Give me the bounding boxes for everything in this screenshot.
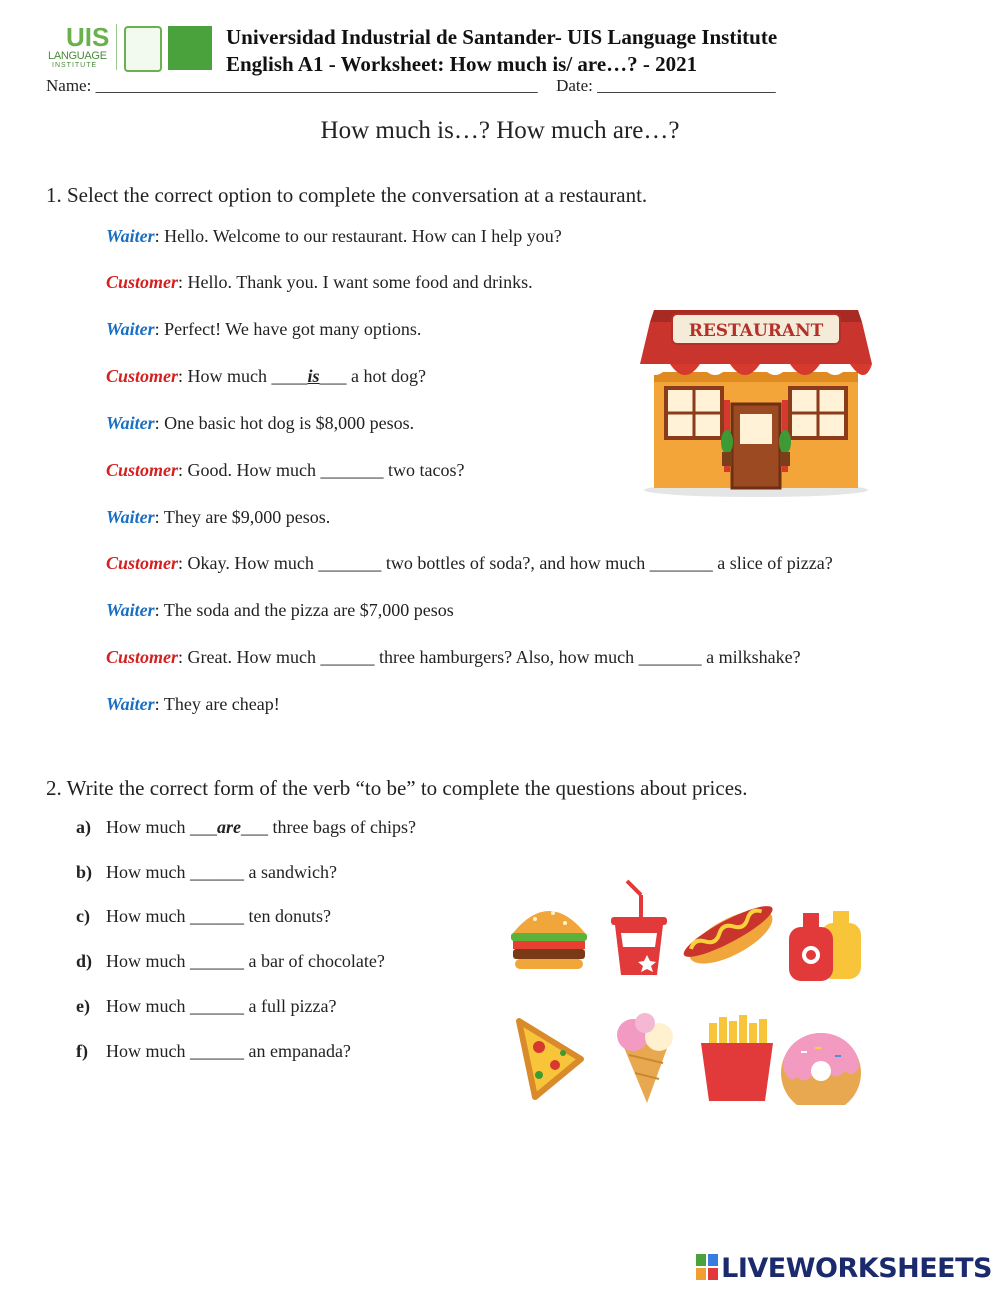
donut-icon: [781, 1033, 861, 1105]
uis-logo: [46, 22, 218, 74]
dialogue-text[interactable]: : One basic hot dog is $8,000 pesos.: [154, 413, 415, 433]
name-date-row: [46, 76, 776, 96]
uis-logo-sub2: INSTITUTE: [52, 62, 98, 69]
ice-cream-icon: [617, 1013, 673, 1103]
burger-icon: [511, 911, 587, 969]
dialogue-line: [106, 600, 454, 621]
item-label: b): [76, 862, 93, 882]
dialogue-text[interactable]: : Great. How much ______ three hamburgers? Also, how much _______ a milkshake?: [178, 647, 801, 667]
item-label: d): [76, 951, 93, 971]
page-title: How much is…? How much are…?: [320, 117, 680, 144]
speaker-label: Waiter: [106, 694, 155, 714]
liveworksheets-icon: [696, 1254, 718, 1280]
speaker-label: Customer: [106, 366, 179, 386]
dialogue-text[interactable]: : How much ____: [178, 366, 308, 386]
question-text[interactable]: How much ______ ten donuts?: [106, 906, 331, 926]
question-item: [76, 1041, 351, 1062]
date-label: Date:: [556, 76, 593, 95]
dialogue-line: [106, 694, 280, 715]
uis-logo-text: UIS: [66, 22, 110, 52]
dialogue-text[interactable]: : Hello. Welcome to our restaurant. How can I help you?: [154, 226, 562, 246]
speaker-label: Customer: [106, 647, 179, 667]
dialogue-line: [106, 226, 562, 247]
dialogue-text[interactable]: : Perfect! We have got many options.: [154, 319, 422, 339]
speaker-label: Customer: [106, 272, 179, 292]
header-title-line1: Universidad Industrial de Santander- UIS Language Institute: [226, 25, 778, 49]
dialogue-line: [106, 553, 833, 574]
dialogue-line: [106, 647, 801, 668]
ketchup-mustard-icon: [789, 911, 861, 981]
speaker-label: Waiter: [106, 600, 155, 620]
speaker-label: Customer: [106, 460, 179, 480]
hot-dog-icon: [678, 897, 783, 976]
question-item: [76, 951, 385, 972]
dialogue-line: [106, 460, 465, 481]
dialogue-line: [106, 272, 533, 293]
question-text[interactable]: How much ______ a sandwich?: [106, 862, 337, 882]
item-label: e): [76, 996, 90, 1016]
question-item: [76, 996, 336, 1017]
answer-example: is: [307, 366, 320, 386]
dialogue-text[interactable]: : They are $9,000 pesos.: [154, 507, 331, 527]
dialogue-text[interactable]: : They are cheap!: [154, 694, 280, 714]
question-text[interactable]: How much ______ an empanada?: [106, 1041, 351, 1061]
pizza-slice-icon: [519, 1021, 581, 1097]
section2-instruction: 2. Write the correct form of the verb “to be” to complete the questions about prices.: [46, 776, 748, 800]
uis-green-badge-icon: [168, 26, 212, 70]
uis-seal-icon: [124, 26, 162, 72]
dialogue-text-post: ___ a hot dog?: [319, 366, 427, 386]
french-fries-icon: [701, 1015, 773, 1101]
question-item: [76, 862, 337, 883]
name-label: Name:: [46, 76, 92, 95]
dialogue-line: [106, 319, 421, 340]
question-text[interactable]: How much ___: [106, 817, 217, 837]
dialogue-line: [106, 507, 330, 528]
question-text-post: ___ three bags of chips?: [241, 817, 416, 837]
section1-instruction: 1. Select the correct option to complete the conversation at a restaurant.: [46, 183, 648, 207]
question-text[interactable]: How much ______ a bar of chocolate?: [106, 951, 385, 971]
dialogue-text[interactable]: : Okay. How much _______ two bottles of soda?, and how much _______ a slice of pizza?: [178, 553, 833, 573]
uis-logo-sub: LANGUAGE: [48, 50, 107, 62]
question-text[interactable]: How much ______ a full pizza?: [106, 996, 337, 1016]
speaker-label: Waiter: [106, 319, 155, 339]
soda-cup-icon: [611, 881, 667, 975]
header-title-line2: English A1 - Worksheet: How much is/ are…? - 2021: [226, 52, 698, 76]
liveworksheets-logo[interactable]: [696, 1253, 992, 1284]
item-label: c): [76, 906, 90, 926]
date-field[interactable]: _____________________: [597, 76, 776, 95]
speaker-label: Waiter: [106, 226, 155, 246]
food-icons-illustration: [505, 875, 870, 1105]
speaker-label: Waiter: [106, 413, 155, 433]
name-field[interactable]: ____________________________________________________: [95, 76, 538, 95]
dialogue-text[interactable]: : The soda and the pizza are $7,000 pesos: [154, 600, 454, 620]
dialogue-line: [106, 366, 426, 387]
item-label: f): [76, 1041, 88, 1061]
dialogue-text[interactable]: : Hello. Thank you. I want some food and drinks.: [178, 272, 533, 292]
restaurant-sign: RESTAURANT: [688, 321, 824, 341]
answer-example: are: [217, 817, 241, 837]
speaker-label: Customer: [106, 553, 179, 573]
speaker-label: Waiter: [106, 507, 155, 527]
question-item: [76, 906, 331, 927]
question-item: [76, 817, 416, 838]
item-label: a): [76, 817, 91, 837]
liveworksheets-brand: LIVEWORKSHEETS: [721, 1253, 992, 1284]
dialogue-line: [106, 413, 414, 434]
dialogue-text[interactable]: : Good. How much _______ two tacos?: [178, 460, 465, 480]
restaurant-illustration: [636, 292, 876, 500]
